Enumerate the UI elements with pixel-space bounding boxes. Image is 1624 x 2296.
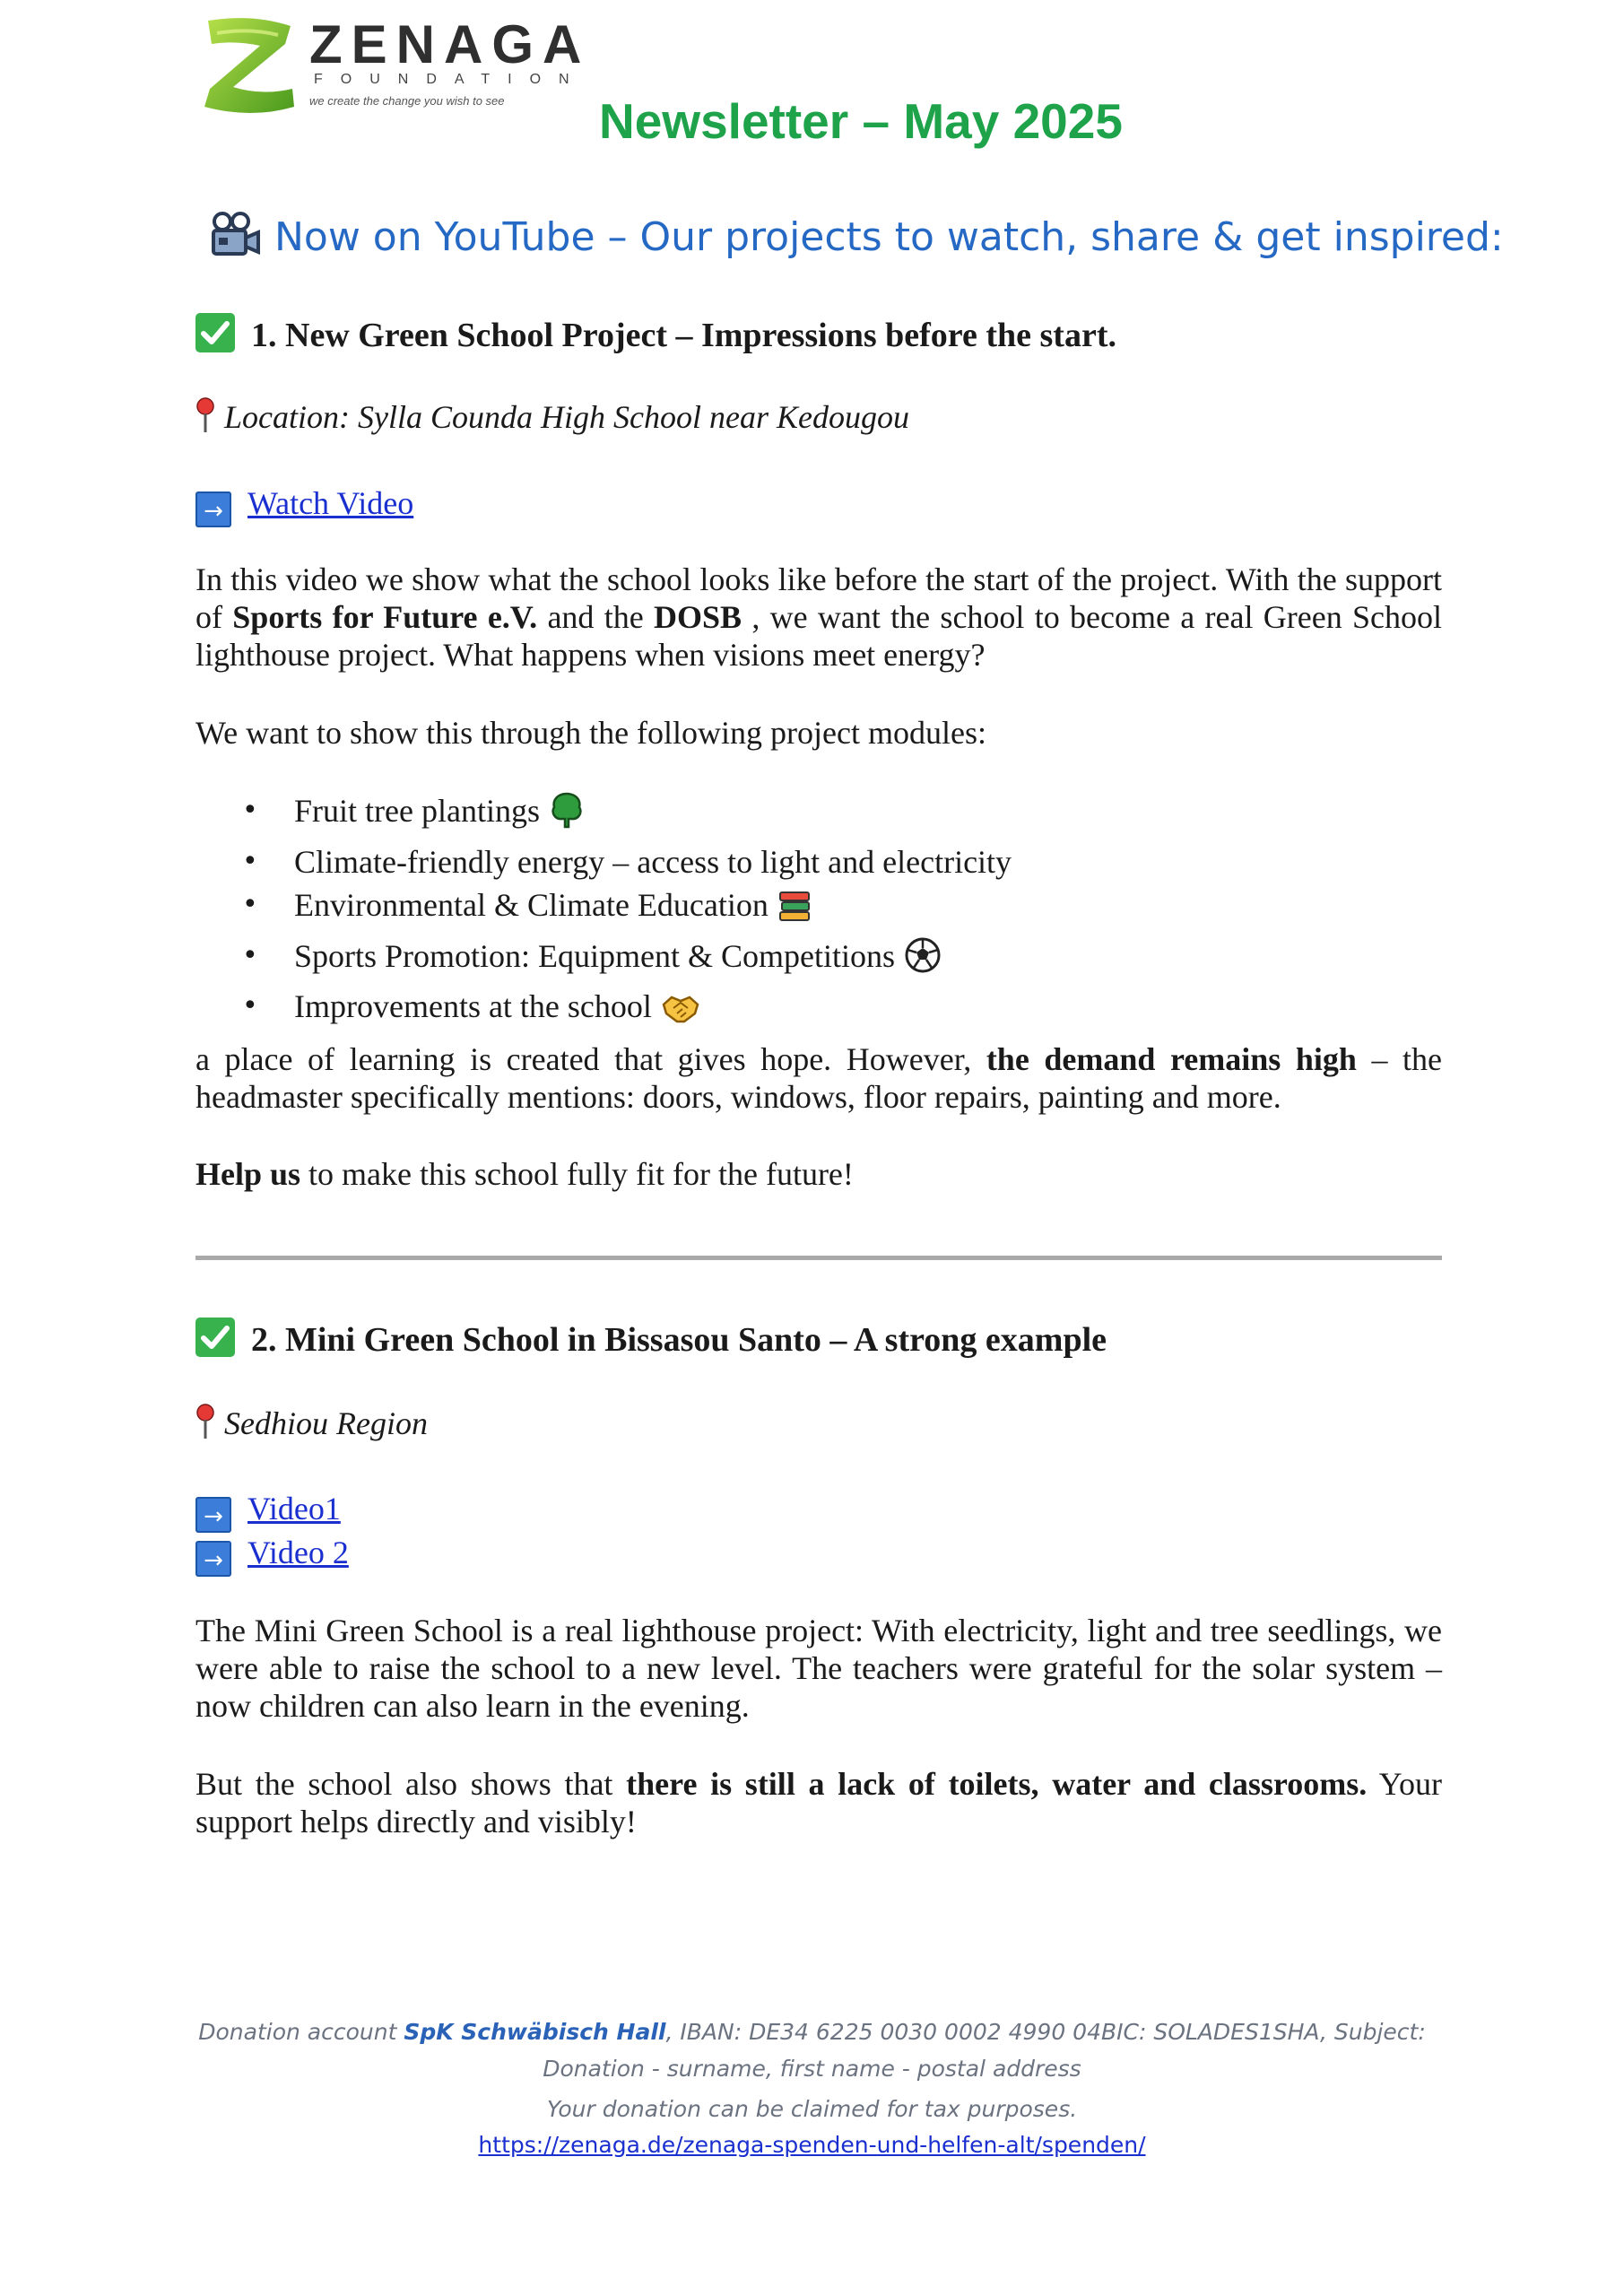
para-text: – the headmaster specifically mentions: doors, windows, floor repairs, painting and more. <box>195 1041 1442 1115</box>
list-item <box>242 840 1012 884</box>
logo-wordmark: ZENAGA <box>309 14 591 74</box>
para-text: a place of learning is created that gives hope. However, <box>195 1041 986 1077</box>
logo-tagline: we create the change you wish to see <box>309 94 505 108</box>
section1-paragraph-2: We want to show this through the following project modules: <box>195 715 986 751</box>
location-pin-icon <box>195 397 215 433</box>
right-arrow-icon: → <box>195 1541 231 1577</box>
para-bold-demand: the demand remains high <box>986 1041 1357 1077</box>
section1-paragraph-3 <box>195 1040 1442 1116</box>
zenaga-logo-mark <box>199 13 300 117</box>
logo-subtitle: FOUNDATION <box>314 72 587 87</box>
module-label: Climate-friendly energy – access to light and electricity <box>294 843 1012 880</box>
section2-heading-text: 2. Mini Green School in Bissasou Santo – A strong example <box>251 1321 1107 1359</box>
list-item <box>242 789 1012 840</box>
para-text: to make this school fully fit for the future! <box>300 1156 854 1192</box>
para-text: Your support helps directly and visibly! <box>195 1766 1443 1839</box>
watch-video-row <box>195 481 413 527</box>
section1-heading <box>195 310 1116 361</box>
footer-tax-note: Your donation can be claimed for tax purposes. <box>546 2096 1078 2122</box>
section2-location-text: Sedhiou Region <box>224 1405 428 1441</box>
para-text: In this video we show what the school looks like before the start of the project. With the support of <box>195 561 1442 635</box>
location-pin-icon <box>195 1404 215 1439</box>
footer-bank-name: SpK Schwäbisch Hall <box>404 2019 666 2045</box>
footer-text: , IBAN: DE34 6225 0030 0002 4990 04BIC: SOLADES1SHA, Subject: <box>665 2019 1426 2045</box>
movie-camera-icon <box>208 211 262 261</box>
check-mark-icon <box>195 313 235 352</box>
project-modules-list <box>242 789 1012 1036</box>
list-item <box>242 985 1012 1036</box>
books-icon <box>777 891 812 935</box>
section1-location <box>195 393 909 441</box>
video1-link[interactable]: Video1 <box>248 1491 341 1526</box>
footer-link-row <box>0 2127 1624 2163</box>
right-arrow-icon: → <box>195 1497 231 1533</box>
watch-video-link[interactable]: Watch Video <box>248 485 414 521</box>
section2-paragraph-1: The Mini Green School is a real lighthouse project: With electricity, light and tree seedlings, we were able to raise the school to a new level. The teachers were grateful for the solar system – now children can also learn in the evening. <box>195 1613 1442 1724</box>
module-label: Environmental & Climate Education <box>294 887 769 923</box>
youtube-heading-text: Now on YouTube – Our projects to watch, share & get inspired: <box>274 214 1504 260</box>
donation-url-link[interactable]: https://zenaga.de/zenaga-spenden-und-helfen-alt/spenden/ <box>478 2132 1146 2158</box>
para-text: But the school also shows that <box>195 1766 627 1802</box>
list-item <box>242 883 1012 935</box>
para-text: , we want the school to become a real Green School lighthouse project. What happens when visions meet energy? <box>195 599 1442 673</box>
section2-paragraph-2 <box>195 1765 1442 1840</box>
section-divider <box>195 1256 1442 1260</box>
module-label: Improvements at the school <box>294 988 652 1024</box>
para-text: and the <box>537 599 654 635</box>
module-label: Sports Promotion: Equipment & Competitions <box>294 937 896 974</box>
handshake-icon <box>661 992 700 1036</box>
youtube-heading <box>208 211 1504 265</box>
para-bold-lack: there is still a lack of toilets, water and classrooms. <box>626 1766 1368 1802</box>
section1-heading-text: 1. New Green School Project – Impressions before the start. <box>251 317 1116 354</box>
video2-link[interactable]: Video 2 <box>248 1535 349 1570</box>
right-arrow-icon: → <box>195 491 231 527</box>
module-label: Fruit tree plantings <box>294 793 540 829</box>
section1-paragraph-4 <box>195 1155 1442 1193</box>
list-item <box>242 935 1012 986</box>
tree-icon <box>549 791 585 840</box>
video1-row <box>195 1486 341 1533</box>
section1-paragraph-1 <box>195 561 1442 674</box>
para-bold-help-us: Help us <box>195 1156 301 1192</box>
footer-donation-line-1 <box>0 2014 1624 2050</box>
para-bold-dosb: DOSB <box>654 599 743 635</box>
soccer-ball-icon <box>904 936 942 986</box>
section2-location <box>195 1399 428 1448</box>
footer-donation-line-2: Donation - surname, first name - postal address <box>543 2056 1081 2082</box>
check-mark-icon <box>195 1318 235 1357</box>
newsletter-title: Newsletter – May 2025 <box>599 93 1123 149</box>
section2-heading <box>195 1315 1107 1365</box>
para-bold-sports-for-future: Sports for Future e.V. <box>232 599 538 635</box>
section1-location-text: Location: Sylla Counda High School near Kedougou <box>224 399 909 435</box>
video2-row <box>195 1530 349 1577</box>
footer-text: Donation account <box>198 2019 404 2045</box>
